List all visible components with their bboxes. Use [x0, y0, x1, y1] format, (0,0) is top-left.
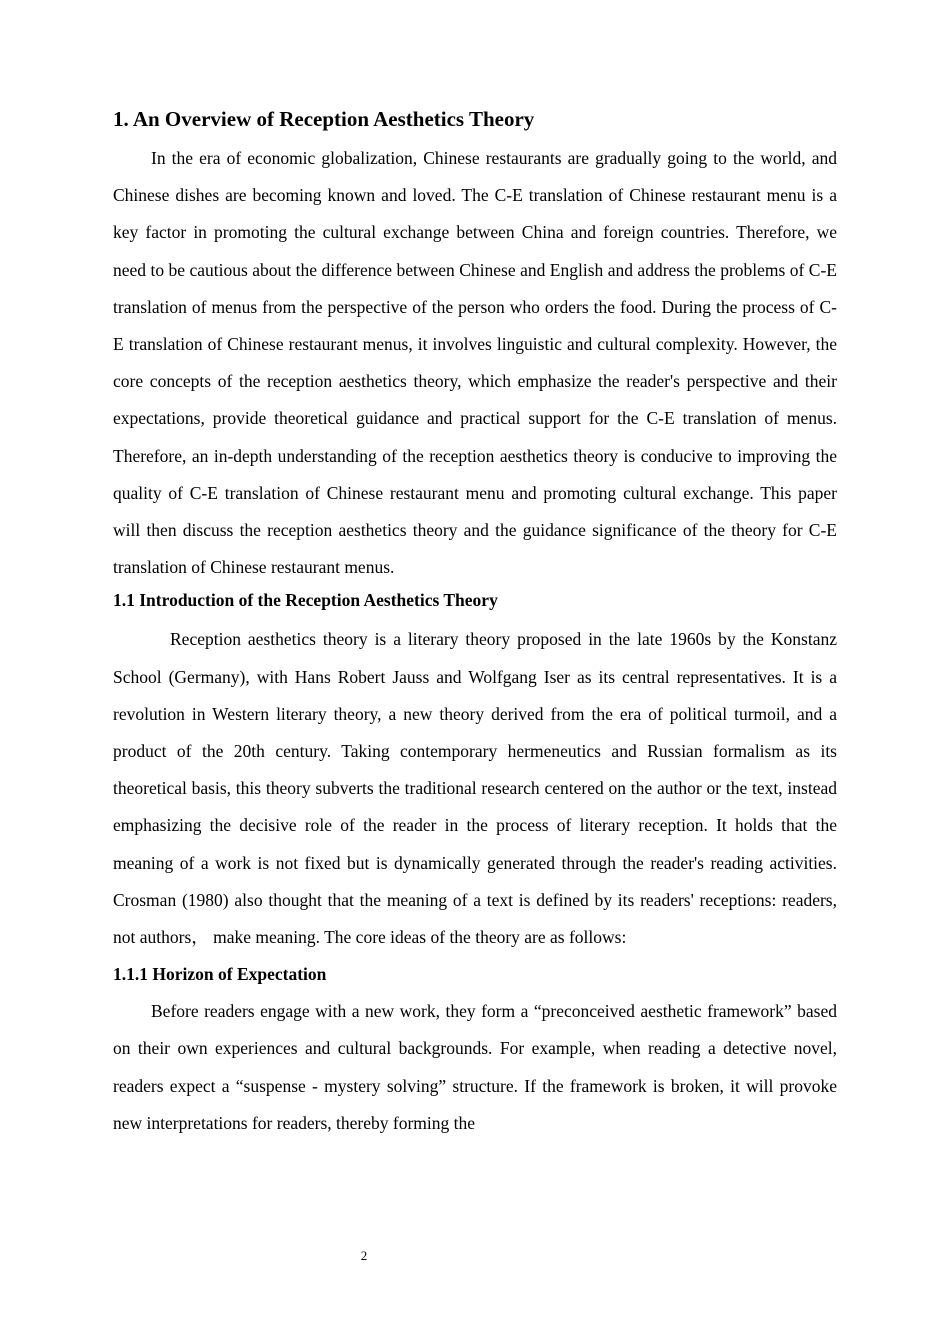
section-1-1-paragraph: Reception aesthetics theory is a literary theory proposed in the late 1960s by the Konstanz School (Germany), with Hans Robert Jauss and Wolfgang Iser as its central representatives. It is a revolution in Western literary theory, a new theory derived from the era of political turmoil, and a product of the 20th century. Taking contemporary hermeneutics and Russian formalism as its theoretical basis, this theory subverts the traditional research centered on the author or the text, instead emphasizing the decisive role of the reader in the process of literary reception. It holds that the meaning of a work is not fixed but is dynamically generated through the reader's reading activities. Crosman (1980) also thought that the meaning of a text is defined by its readers' receptions: readers, not authors， make meaning. The core ideas of the theory are as follows:: [113, 629, 837, 948]
section-heading-1-1: 1.1 Introduction of the Reception Aesthetics Theory: [113, 590, 498, 611]
page-number: 2: [360, 1248, 368, 1263]
document-page: [113, 104, 837, 1142]
section-heading-1: 1. An Overview of Reception Aesthetics Theory: [113, 107, 535, 131]
section-heading-1-1-1: 1.1.1 Horizon of Expectation: [113, 964, 327, 985]
section-1-1-1-paragraph: Before readers engage with a new work, they form a “preconceived aesthetic framework” based on their own experiences and cultural backgrounds. For example, when reading a detective novel, readers expect a “suspense - mystery solving” structure. If the framework is broken, it will provoke new interpretations for readers, thereby forming the: [113, 1001, 837, 1133]
section-1-paragraph: In the era of economic globalization, Chinese restaurants are gradually going to the world, and Chinese dishes are becoming known and loved. The C-E translation of Chinese restaurant menu is a key factor in promoting the cultural exchange between China and foreign countries. Therefore, we need to be cautious about the difference between Chinese and English and address the problems of C-E translation of menus from the perspective of the person who orders the food. During the process of C-E translation of Chinese restaurant menus, it involves linguistic and cultural complexity. However, the core concepts of the reception aesthetics theory, which emphasize the reader's perspective and their expectations, provide theoretical guidance and practical support for the C-E translation of menus. Therefore, an in-depth understanding of the reception aesthetics theory is conducive to improving the quality of C-E translation of Chinese restaurant menu and promoting cultural exchange. This paper will then discuss the reception aesthetics theory and the guidance significance of the theory for C-E translation of Chinese restaurant menus.: [113, 148, 837, 578]
